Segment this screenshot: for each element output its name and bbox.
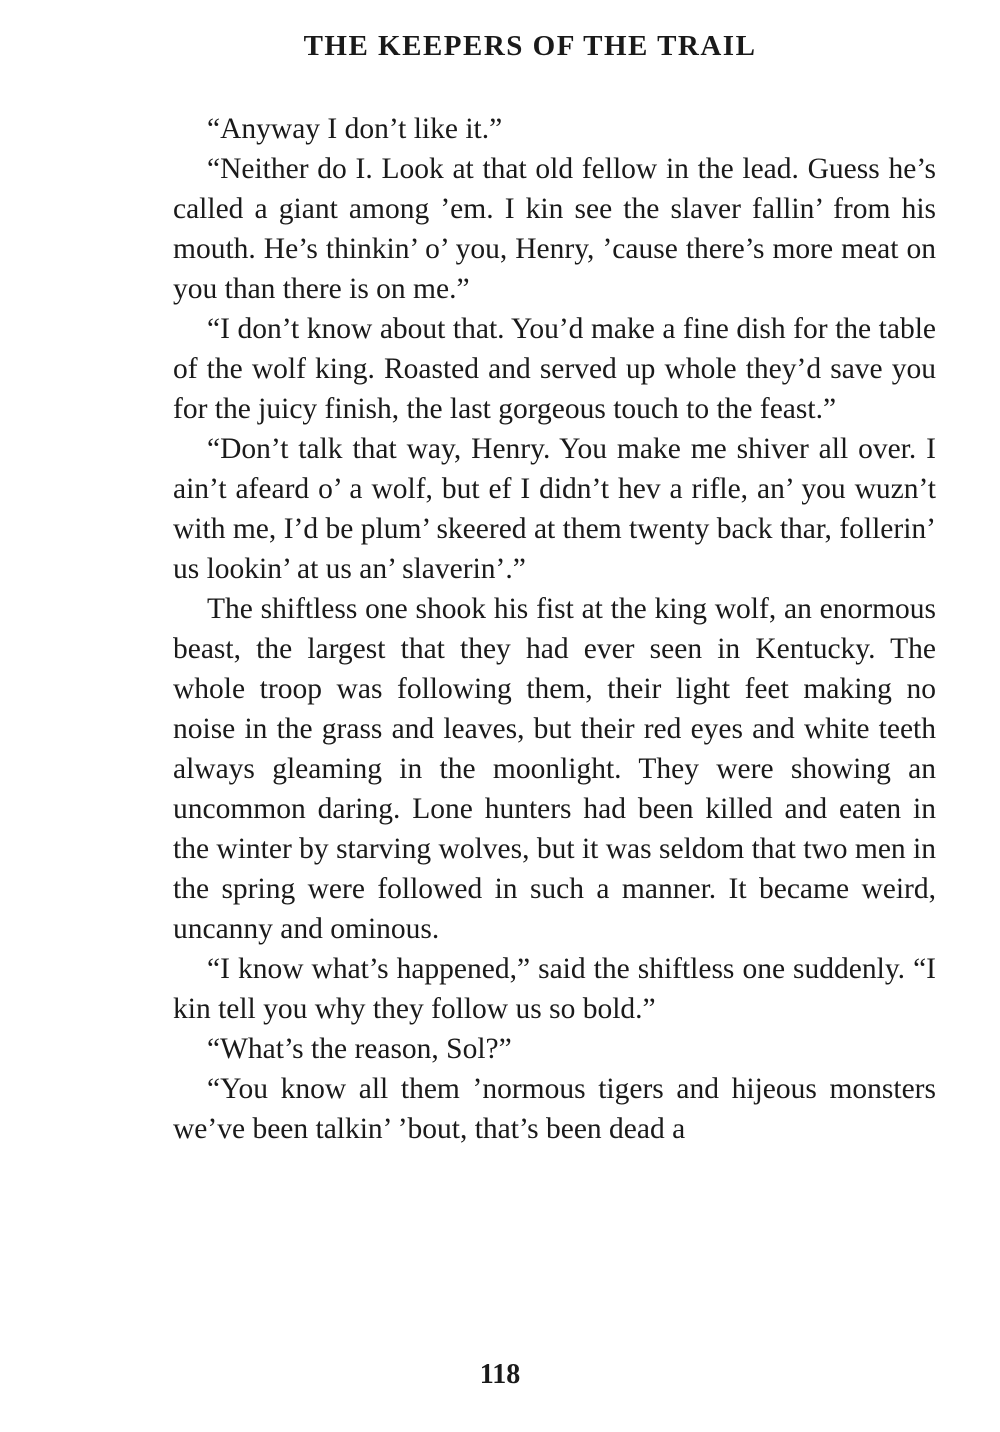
running-head bbox=[0, 28, 1000, 64]
body-text bbox=[173, 109, 936, 1149]
paragraph: “Anyway I don’t like it.” bbox=[207, 113, 503, 145]
paragraph: The shiftless one shook his fist at the king wolf, an enormous beast, the largest that they had ever seen in Kentucky. The whole troop was following them, their light feet making no noise in the grass and leaves, but their red eyes and white teeth always gleaming in the moonlight. They were showing an uncommon daring. Lone hunters had been killed and eaten in the winter by starving wolves, but it was seldom that two men in the spring were followed in such a manner. It became weird, uncanny and ominous. bbox=[173, 593, 936, 945]
paragraph: “What’s the reason, Sol?” bbox=[207, 1033, 512, 1065]
paragraph: “I know what’s happened,” said the shiftless one suddenly. “I kin tell you why they follow us so bold.” bbox=[173, 953, 936, 1025]
paragraph: “You know all them ’normous tigers and hijeous monsters we’ve been talkin’ ’bout, that’s been dead a bbox=[173, 1073, 936, 1145]
paragraph: “Neither do I. Look at that old fellow in the lead. Guess he’s called a giant among ’em. I kin see the slaver fallin’ from his mouth. He’s thinkin’ o’ you, Henry, ’cause there’s more meat on you than there is on me.” bbox=[173, 153, 936, 305]
paragraph: “I don’t know about that. You’d make a fine dish for the table of the wolf king. Roasted and served up whole they’d save you for the juicy finish, the last gorgeous touch to the feast.” bbox=[173, 313, 936, 425]
running-title: THE KEEPERS OF THE TRAIL bbox=[303, 30, 757, 62]
page-number: 118 bbox=[479, 1359, 521, 1390]
paragraph: “Don’t talk that way, Henry. You make me shiver all over. I ain’t afeard o’ a wolf, but ef I didn’t hev a rifle, an’ you wuzn’t with me, I’d be plum’ skeered at them twenty back thar, follerin’ us lookin’ at us an’ slaverin’.” bbox=[173, 433, 936, 585]
